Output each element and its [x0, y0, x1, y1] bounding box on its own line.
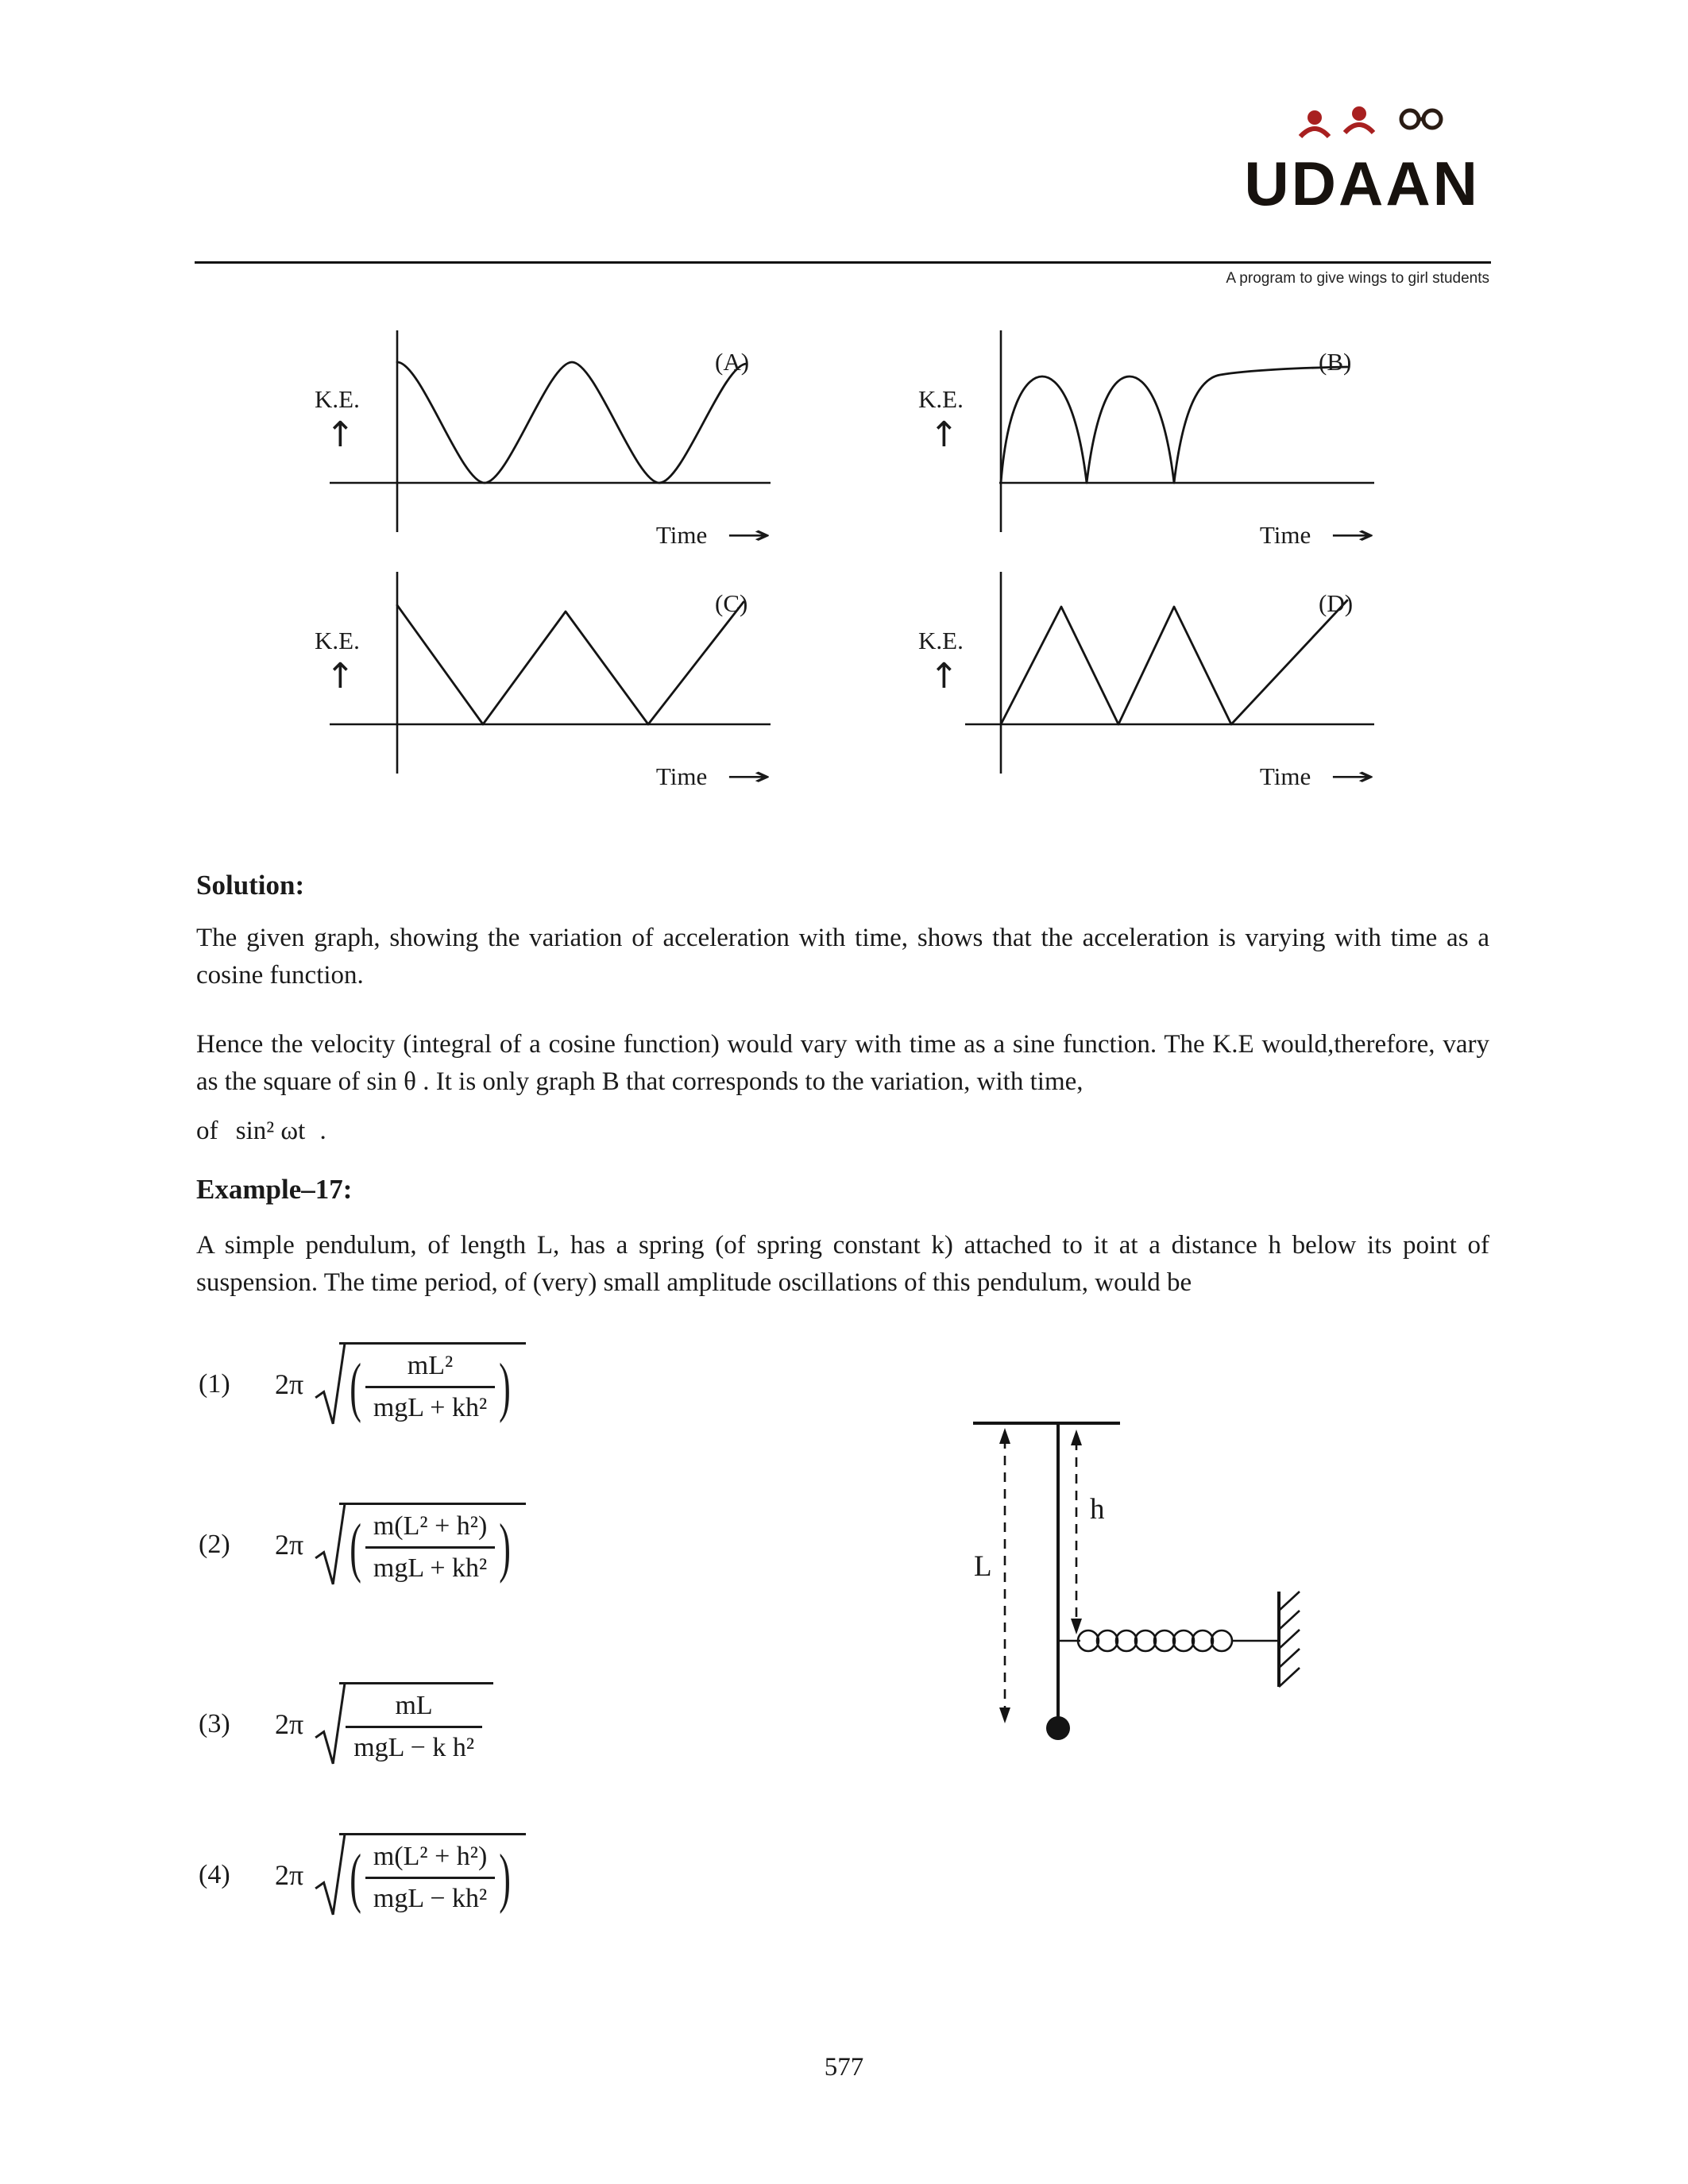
square-root [313, 1682, 493, 1766]
sqrt-radical-icon [313, 1682, 346, 1766]
graph-b-panel [906, 324, 1398, 562]
graph-letter-label: (D) [1319, 589, 1354, 617]
time-arrow-icon: → [726, 521, 772, 550]
graph-a-panel [302, 324, 794, 562]
graph-letter-label: (C) [715, 589, 748, 617]
logo-tagline: A program to give wings to girl students [1226, 270, 1489, 287]
graph-d-panel [906, 565, 1398, 804]
time-text: Time [1259, 762, 1311, 790]
graph-c-panel [302, 565, 794, 804]
graph-letter-label: (A) [715, 348, 750, 376]
graph-curve [1001, 367, 1347, 483]
time-arrow-icon: → [1330, 521, 1376, 550]
ke-axis-label [315, 627, 360, 697]
length-arrowhead-up [999, 1428, 1010, 1444]
ke-up-arrow-icon: ↑ [929, 415, 959, 456]
option-3 [199, 1682, 493, 1766]
option-coefficient: 2π [275, 1859, 304, 1891]
fraction-numerator: mL [395, 1691, 433, 1720]
header-rule [195, 261, 1491, 264]
option-2 [199, 1503, 526, 1587]
square-root [313, 1503, 526, 1587]
fraction-numerator: m(L² + h²) [373, 1511, 488, 1541]
logo-figures-icon [1289, 103, 1456, 154]
pendulum-diagram [961, 1399, 1358, 1773]
inline-formula: sin² ωt [235, 1117, 306, 1145]
ke-up-arrow-icon: ↑ [326, 415, 355, 456]
graph-curve [397, 362, 747, 483]
option-coefficient: 2π [275, 1529, 304, 1561]
sqrt-radical-icon [313, 1833, 346, 1917]
graph-letter-label: (B) [1319, 348, 1352, 376]
square-root [313, 1342, 526, 1426]
height-arrowhead-up [1071, 1430, 1082, 1445]
fraction-denominator: mgL − k h² [346, 1726, 482, 1763]
ke-axis-label [315, 385, 360, 456]
graph-curve [1001, 600, 1347, 724]
time-axis-label [655, 521, 772, 550]
solution-heading: Solution: [196, 870, 305, 901]
fraction [346, 1691, 482, 1763]
fraction-denominator: mgL + kh² [365, 1386, 495, 1423]
example-body: A simple pendulum, of length L, has a spring (of spring constant k) attached to it at a distance h below its point of suspension. The time period, of (very) small amplitude oscillations of this pendulum, would be [196, 1231, 1489, 1297]
ke-text: K.E. [315, 385, 360, 413]
big-paren: ) [499, 1510, 511, 1585]
height-arrowhead-down [1071, 1619, 1082, 1634]
page-number: 577 [824, 2053, 864, 2082]
fraction [365, 1842, 495, 1914]
option-number: (4) [199, 1860, 230, 1889]
option-number: (2) [199, 1530, 230, 1559]
big-paren: ( [350, 1349, 361, 1425]
solution-paragraph-2: Hence the velocity (integral of a cosine function) would vary with time as a sine function. The K.E would,therefore, vary as the square of sin θ . It is only graph B that corresponds to the variation, with time, [196, 1030, 1489, 1096]
time-arrow-icon: → [1330, 762, 1376, 791]
ke-up-arrow-icon: ↑ [929, 656, 959, 697]
option-1 [199, 1342, 526, 1426]
option-number: (3) [199, 1709, 230, 1738]
spring-coil [1058, 1630, 1279, 1651]
fraction-denominator: mgL + kh² [365, 1546, 495, 1584]
big-paren: ) [499, 1349, 511, 1425]
option-coefficient: 2π [275, 1708, 304, 1740]
time-axis-label [655, 762, 772, 791]
option-coefficient: 2π [275, 1368, 304, 1400]
fraction-denominator: mgL − kh² [365, 1877, 495, 1914]
ke-axis-label [918, 627, 964, 697]
ke-up-arrow-icon: ↑ [326, 656, 355, 697]
time-axis-label [1259, 521, 1376, 550]
ke-axis-label [918, 385, 964, 456]
sqrt-radical-icon [313, 1342, 346, 1426]
square-root [313, 1833, 526, 1917]
big-paren: ( [350, 1840, 361, 1916]
ke-text: K.E. [918, 627, 964, 654]
solution-paragraph-tail [196, 1117, 326, 1146]
height-label: h [1090, 1493, 1105, 1526]
fraction [365, 1351, 495, 1423]
ke-text: K.E. [918, 385, 964, 413]
solution-paragraph-1: The given graph, showing the variation of acceleration with time, shows that the acceleration is varying with time as a cosine function. [196, 924, 1489, 990]
time-text: Time [1259, 521, 1311, 549]
tail-suffix: . [319, 1117, 326, 1145]
length-arrowhead-down [999, 1707, 1010, 1723]
logo-brand: UDAAN [1244, 149, 1480, 218]
fraction [365, 1511, 495, 1584]
ke-text: K.E. [315, 627, 360, 654]
time-axis-label [1259, 762, 1376, 791]
fraction-numerator: m(L² + h²) [373, 1842, 488, 1871]
graph-curve [397, 602, 744, 724]
time-text: Time [655, 521, 708, 549]
sqrt-radical-icon [313, 1503, 346, 1587]
big-paren: ( [350, 1510, 361, 1585]
wall-hatch [1279, 1592, 1300, 1687]
time-arrow-icon: → [726, 762, 772, 791]
tail-prefix: of [196, 1117, 218, 1145]
option-number: (1) [199, 1369, 230, 1399]
option-4 [199, 1833, 526, 1917]
big-paren: ) [499, 1840, 511, 1916]
length-label: L [974, 1550, 992, 1583]
pendulum-bob [1046, 1716, 1070, 1740]
time-text: Time [655, 762, 708, 790]
fraction-numerator: mL² [407, 1351, 454, 1380]
example-heading: Example–17: [196, 1174, 353, 1205]
